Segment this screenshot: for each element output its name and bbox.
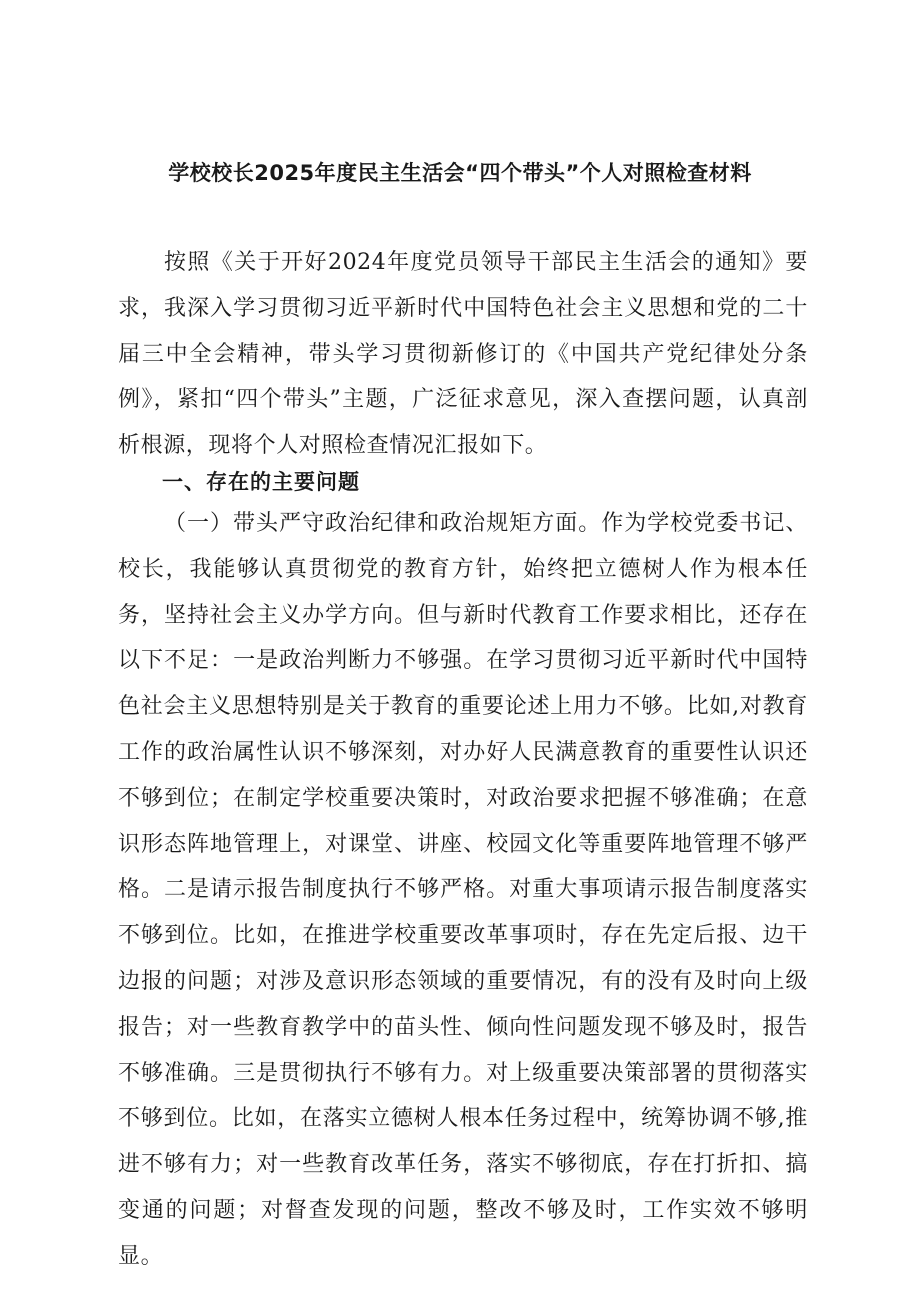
intro-paragraph: 按照《关于开好2024年度党员领导干部民主生活会的通知》要求，我深入学习贯彻习近平新时代中国特色社会主义思想和党的二十届三中全会精神，带头学习贯彻新修订的《中国共产党纪律处分条例》，紧扣“四个带头”主题，广泛征求意见，深入查摆问题，认真剖析根源，现将个人对照检查情况汇报如下。 — [118, 250, 808, 459]
section-heading-main-problems: 一、存在的主要问题 — [162, 470, 360, 494]
document-title: 学校校长2025年度民主生活会“四个带头”个人对照检查材料 — [168, 161, 752, 185]
section-one-paragraph: （一）带头严守政治纪律和政治规矩方面。作为学校党委书记、校长，我能够认真贯彻党的教育方针，始终把立德树人作为根本任务，坚持社会主义办学方向。但与新时代教育工作要求相比，还存在以下不足：一是政治判断力不够强。在学习贯彻习近平新时代中国特色社会主义思想特别是关于教育的重要论述上用力不够。比如,对教育工作的政治属性认识不够深刻，对办好人民满意教育的重要性认识还不够到位；在制定学校重要决策时，对政治要求把握不够准确；在意识形态阵地管理上，对课堂、讲座、校园文化等重要阵地管理不够严格。二是请示报告制度执行不够严格。对重大事项请示报告制度落实不够到位。比如，在推进学校重要改革事项时，存在先定后报、边干边报的问题；对涉及意识形态领域的重要情况，有的没有及时向上级报告；对一些教育教学中的苗头性、倾向性问题发现不够及时，报告不够准确。三是贯彻执行不够有力。对上级重要决策部署的贯彻落实不够到位。比如，在落实立德树人根本任务过程中，统筹协调不够,推进不够有力；对一些教育改革任务，落实不够彻底，存在打折扣、搞变通的问题；对督查发现的问题，整改不够及时，工作实效不够明显。 — [118, 511, 808, 1269]
